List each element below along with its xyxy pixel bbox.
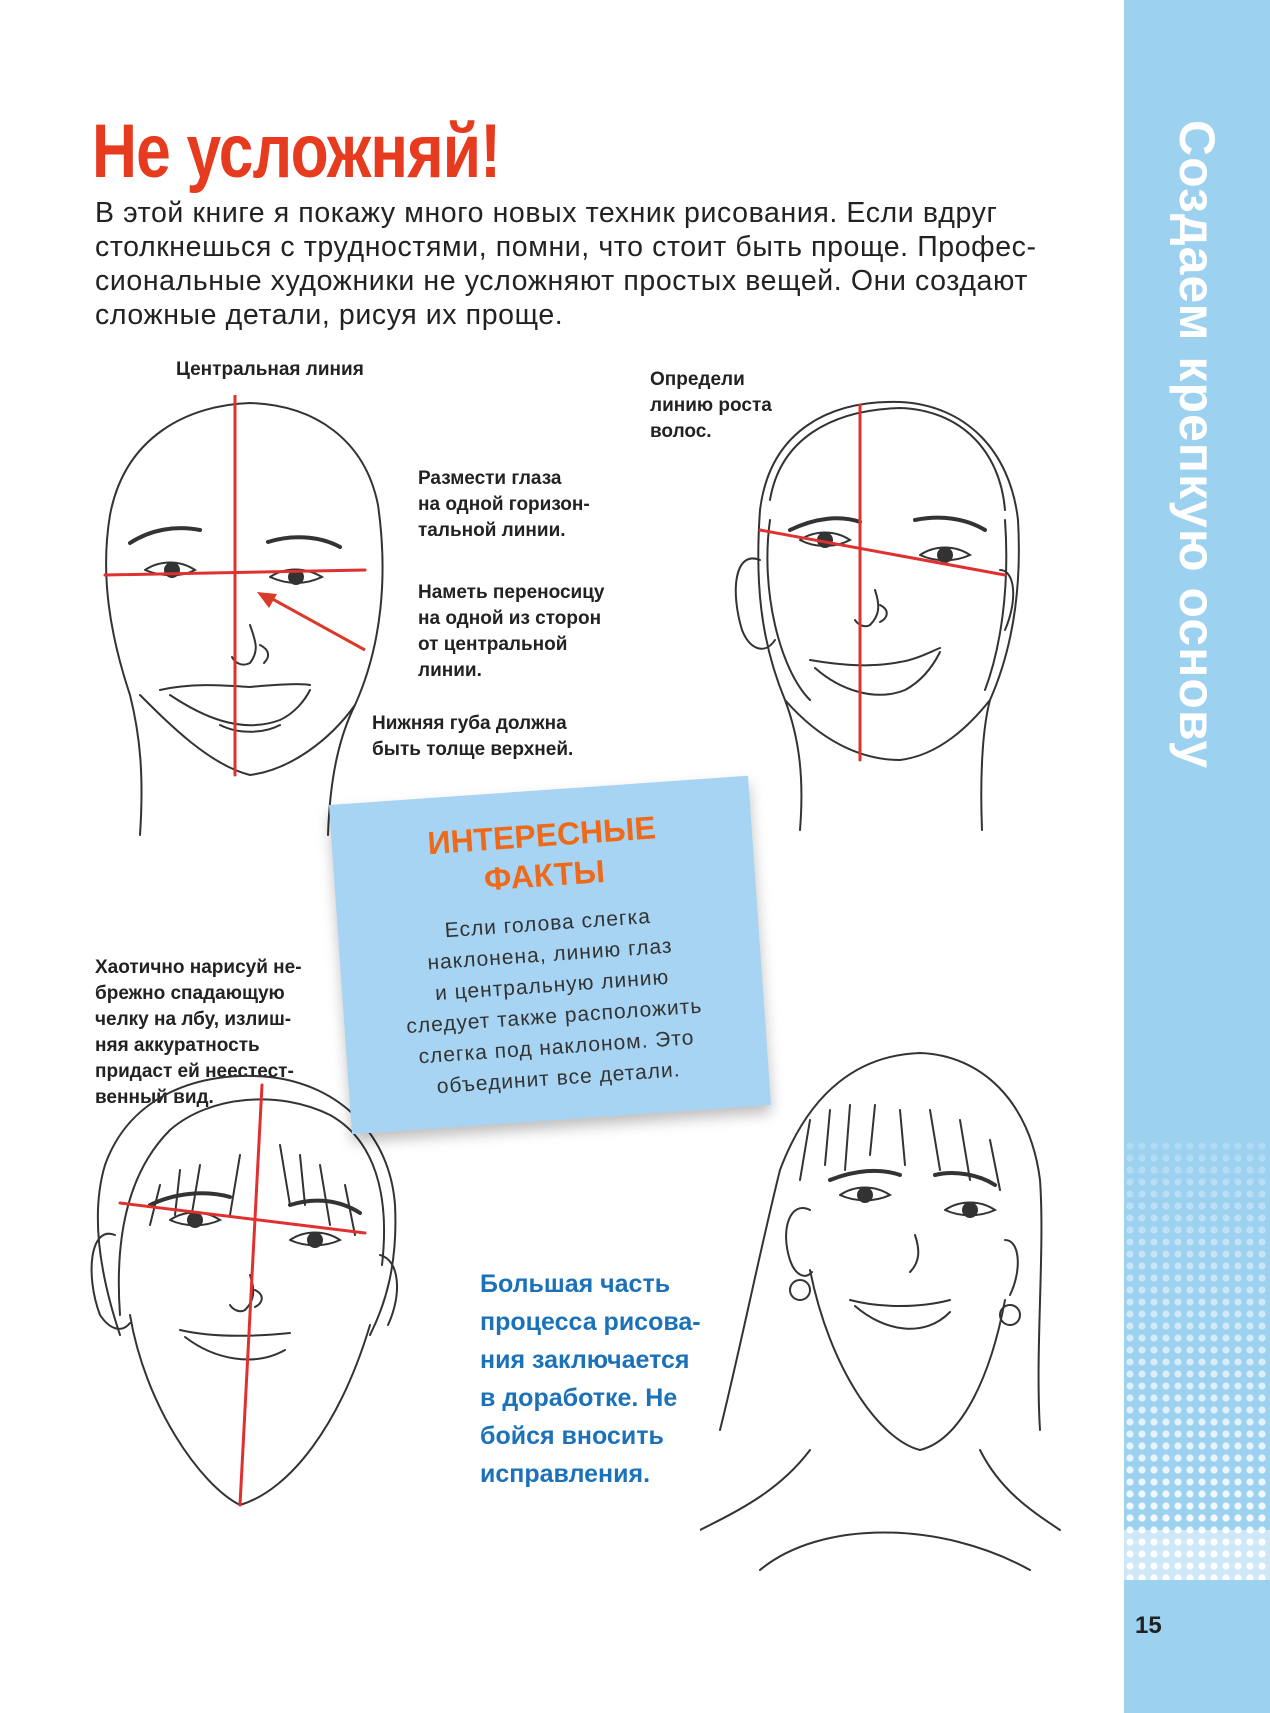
facts-body: Если голова слегка наклонена, линию глаз и центральную линию следует также расположить слегка под наклоном. Это объединит все детали. xyxy=(405,904,703,1099)
face-sketch-finished xyxy=(700,1050,1080,1580)
note-center-line: Центральная линия xyxy=(176,359,364,380)
note-hairline: Определи линию роста волос. xyxy=(650,369,772,442)
arrow-to-nose xyxy=(255,590,375,660)
face-sketch-bangs xyxy=(90,1075,410,1545)
blue-tip: Большая часть процесса рисова- ния заключается в доработке. Не бойся вносить исправления. xyxy=(480,1270,701,1488)
page-title: Не усложняй! xyxy=(92,109,501,194)
facts-title: ИНТЕРЕСНЫЕ xyxy=(426,809,657,862)
halftone-pattern xyxy=(1124,1140,1270,1580)
note-bangs: Хаотично нарисуй не- брежно спадающую челку на лбу, излиш- няя аккуратность придаст ей неестест- венный вид. xyxy=(95,957,302,1108)
intro-paragraph: В этой книге я покажу много новых техник рисования. Если вдруг столкнешься с трудностями, помни, что стоит быть проще. Профес- сиональные художники не усложняют простых вещей. Они создают сложные детали, рисуя их проще. xyxy=(95,197,1037,331)
note-lip: Нижняя губа должна быть толще верхней. xyxy=(372,713,574,760)
sidebar-title: Создаем крепкую основу xyxy=(1169,120,1225,770)
face-sketch-hairline xyxy=(700,390,1030,860)
page-number: 15 xyxy=(1135,1612,1162,1639)
note-eyes: Размести глаза на одной горизон- тальной линии. xyxy=(418,468,590,541)
note-nose: Наметь переносицу на одной из сторон от центральной линии. xyxy=(418,582,605,681)
facts-title-line2: ФАКТЫ xyxy=(482,853,606,898)
facts-sticky-note xyxy=(329,776,771,1134)
